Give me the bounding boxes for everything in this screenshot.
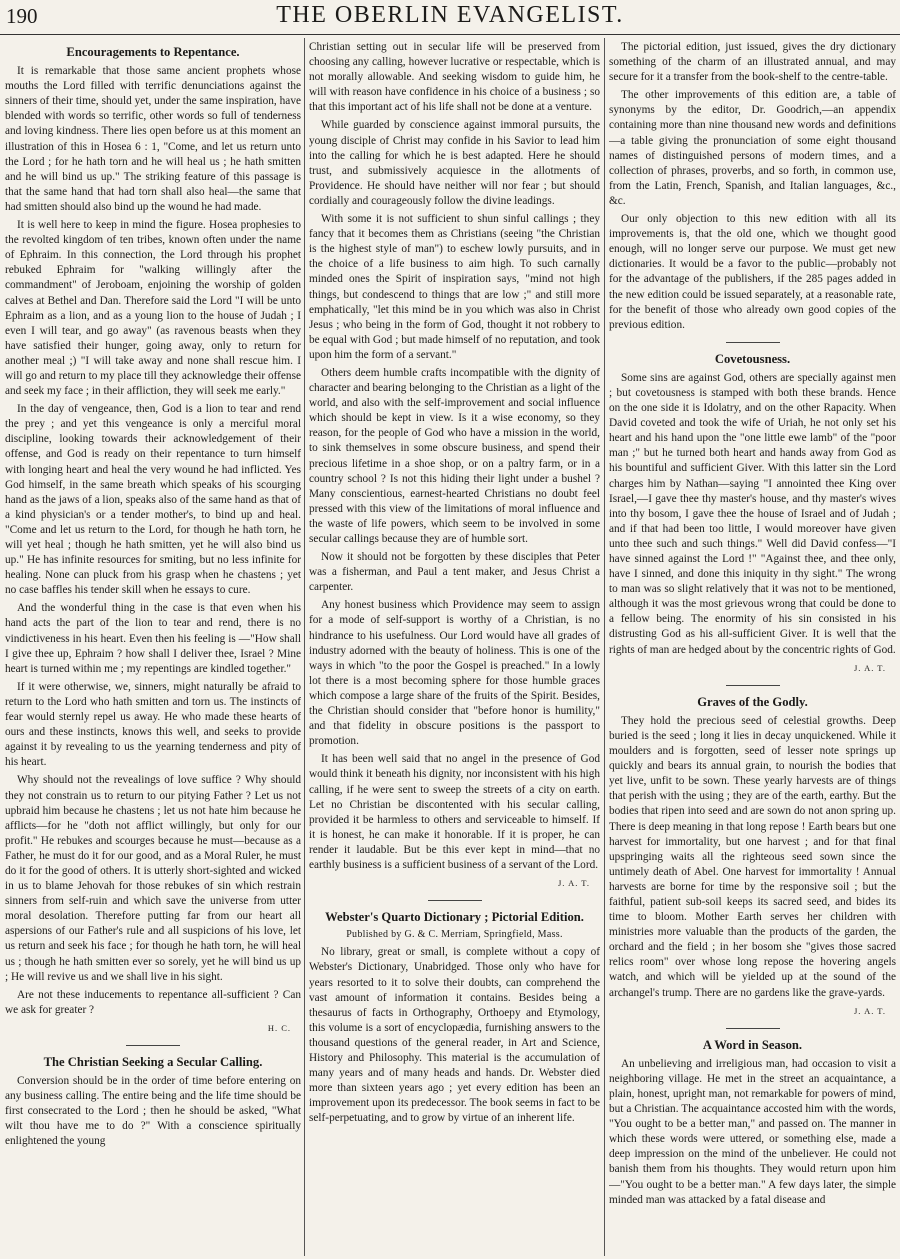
article-paragraph: The pictorial edition, just issued, gives the dry dictionary something of the charm of an illustrated annual, and may secure for it a transfer from the book-shelf to the centre-table. xyxy=(609,41,896,84)
article-title-graves-of-the-godly: Graves of the Godly. xyxy=(697,694,808,709)
article-title-secular-calling: The Christian Seeking a Secular Calling. xyxy=(43,1055,263,1069)
article-paragraph: While guarded by conscience against immoral pursuits, the young disciple of Christ may confide in his Savior to lead him into the calling for which he is best adapted. Here he should trust, and submissively acquiesce in the allotments of Providence. He should have neither will nor fear ; but should cordially and courageously follow the divine leadings. xyxy=(309,119,600,207)
article-paragraph: Others deem humble crafts incompatible with the dignity of character and bearing belonging to the Christian as a light of the world, and also with the self-improvement and social influence which should be kept in view. Is it a wise economy, so they reason, for the people of God who have a mission in the world, to sink themselves in some obscure business, and spend their precious lifetime in a shoe shop, or on a paltry farm, or in a country school ? Is not this hiding their light under a bushel ? Many conscientious, earnest-hearted Christians no doubt feel pressed with this view of the limitations of moral influence and the waste of life powers, which seem to be involved in some secular callings because they are of humble sort. xyxy=(309,366,600,545)
masthead xyxy=(0,0,900,35)
publisher-imprint: Published by G. & C. Merriam, Springfield, Mass. xyxy=(346,929,563,941)
article-paragraph: An unbelieving and irreligious man, had occasion to visit a neighboring village. He met in the street an acquaintance, a plain, honest, upright man, not remarkable for powers of mind, but a Christian. The acquaintance accosted him with the words, "You ought to be a better man," and passed on. The manner in which these words were uttered, or something else, made a deep impression on the mind of the unbeliever. He could not banish them from his thoughts. They would return upon him—"You ought to be a better man." A few days later, the simple minded man was attacked by a fatal disease and xyxy=(609,1057,896,1206)
article-title-webster-dictionary: Webster's Quarto Dictionary ; Pictorial Edition. xyxy=(325,910,584,925)
article-paragraph: It is remarkable that those same ancient prophets whose mouths the Lord filled with terrific denunciations against the sinners of their time, should yet, under the same inspiration, have blended with words so terrific, other words so full of tenderness and loving kindness. There lies open before us at this moment an illustration of this in Hosea 6 : 1, "Come, and let us return unto the Lord ; for he hath torn and he will heal us ; he hath smitten and he will bind us up." The striking feature of this passage is that the same hand that had torn shall also heal—the same that had smitten should also bind up the wound he had made. xyxy=(5,65,301,213)
author-signature: J. A. T. xyxy=(853,662,886,673)
article-paragraph: They hold the precious seed of celestial growths. Deep buried is the seed ; long it lies in decay unquickened. While it moulders and is forgotten, seed of lesser note springs up quickly and bears its annual grain, to nourish the bodies that yet live, unfit to be sown. These yearly harvests are of things that perish with the using ; they are of the earth, earthy. But the bodies that ripen into seed and are sown do not anon spring up. There is deep meaning in that long repose ! Earth bears but one harvest for immortality, but one harvest ; and for that final upspringing waits all the righteous seed sown since the untimely death of Abel. One harvest for immortality ! Annual harvests are borne for time by the responsive soil ; but the faithful, patient sub-soil keeps its sacred seed, and bides its time to bloom. Mother Earth serves her children with ministries more valuable than the products of the garden, the orchard and the field ; in her bosom she "gives those sacred relics room" over whose long repose the hovering angels watch, and which will be yielded up at the sound of the archangel's trump. There are no gardens like the grave-yards. xyxy=(609,714,896,999)
divider xyxy=(726,342,780,343)
article-paragraph: Now it should not be forgotten by these disciples that Peter was a fisherman, and Paul a tent maker, and Jesus Christ a carpenter. xyxy=(309,551,600,594)
column-3 xyxy=(609,40,896,1255)
article-title-encouragements: Encouragements to Repentance. xyxy=(66,45,240,59)
article-paragraph: The other improvements of this edition are, a table of synonyms by the editor, Dr. Goodrich,—an appendix containing more than nine thousand new words and definitions—a table giving the pronunciation of some eight thousand names of distinguished persons of modern times, and a collection of phrases, proverbs, and so forth, in common use, from the Latin, French, Spanish, and Italian languages, &c., &c. xyxy=(609,89,896,207)
article-paragraph: It has been well said that no angel in the presence of God would think it beneath his dignity, nor inconsistent with his high calling, if he were sent to sweep the streets of a city on earth. Let no Christian be discontented with his secular calling, provided it be harmless to others and serviceable to himself. If it is honest, he can make it honorable. If it is proper, he can render it laudable. But be this ever kept in mind—that no earthly business is a sufficient business of a servant of the Lord. xyxy=(309,753,600,871)
author-signature: J. A. T. xyxy=(557,878,590,889)
divider xyxy=(126,1045,180,1046)
article-paragraph: If it were otherwise, we, sinners, might naturally be afraid to return to the Lord who hath smitten and torn us. The instincts of fear would sternly repel us away. He who made these hearts of ours and these instincts, knows this well, and seeks to provide against it by revealing to us the yearning tenderness and pity of his heart. xyxy=(5,680,301,769)
article-paragraph: Why should not the revealings of love suffice ? Why should they not constrain us to return to our pitying Father ? Let us not upbraid him because he chastens ; let us not hate him because he afflicts—for he "doth not afflict willingly, but only for our profit." He rebukes and scourges because he must—because as a Father, he must do it for our good, and as a Moral Ruler, he must do it for the good of others. It is utterly short-sighted and wicked in us to blame Jehovah for those rebukes of sin which restrain sinners from self-ruin and which save the universe from utter moral desolation. Therefore putting far from our heart all aspersions of our Father's rule and all suspicions of his love, let us return and seek his face ; for though he hath torn, he will heal us ; though he hath smitten ever so sorely, yet he will bind us up ; He will revive us and we shall live in his sight. xyxy=(5,774,301,983)
article-paragraph: Our only objection to this new edition with all its improvements is, that the old one, which we thought good enough, will no longer serve our purpose. We must get new dictionaries. It would be a favor to the public—probably not for the advantage of the publishers, if the 285 pages added in the new edition could be issued separately, at a reasonable rate, for the benefit of those who already own good copies of the previous edition. xyxy=(609,213,896,331)
article-title-word-in-season: A Word in Season. xyxy=(702,1037,803,1052)
column-2 xyxy=(309,40,600,1255)
divider xyxy=(428,900,482,901)
article-title-covetousness: Covetousness. xyxy=(714,351,791,366)
divider xyxy=(726,685,780,686)
column-rule xyxy=(304,38,305,1256)
article-paragraph: Conversion should be in the order of time before entering on any business calling. The entire being and the life time should be first consecrated to the Lord ; then he should be asked, "What wilt thou have me to do ?" With a conscience spiritually enlightened the young xyxy=(5,1075,301,1148)
author-signature: J. A. T. xyxy=(853,1005,886,1016)
column-1 xyxy=(5,40,301,1255)
article-paragraph: Any honest business which Providence may seem to assign for a mode of self-support is worthy of a Christian, is no hindrance to his usefulness. Our Lord would have all grades of industry adorned with the beauty of holiness. This is one of the ways in which "to the poor the Gospel is preached." In a lowly lot there is a most becoming sphere for those humble graces which compose a large share of the fruits of the Spirit. Besides, the Christian should consider that "before honor is humility," and that fidelity in obscure positions is the passport to promotion. xyxy=(309,599,600,748)
divider xyxy=(726,1028,780,1029)
article-paragraph: With some it is not sufficient to shun sinful callings ; they fancy that it becomes them as Christians (seeing "the Christian is the highest style of man") to eschew lowly pursuits, and in the choice of a life business to aim high. To such carnally minded ones the Spirit of inspiration says, "mind not high things, but condescend to things that are low ;" and still more emphatically, "let this mind be in you which was also in Christ Jesus ; who being in the form of God, thought it not robbery to be equal with God ; but made himself of no reputation, and took upon him the form of a servant." xyxy=(309,213,600,361)
article-paragraph: Are not these inducements to repentance all-sufficient ? Can we ask for greater ? xyxy=(5,988,301,1016)
page-title: THE OBERLIN EVANGELIST. xyxy=(276,2,624,28)
article-paragraph: And the wonderful thing in the case is that even when his hand acts the part of the lion to tear and rend, there is no vindictiveness in his heart. Even then his feeling is —"How shall I give thee up, Ephraim ? how shall I deliver thee, Israel ? Mine heart is turned within me ; my repentings are kindled together." xyxy=(5,602,301,675)
article-paragraph: Some sins are against God, others are specially against men ; but covetousness is stamped with both these brands. Hence on the one side it is Idolatry, and on the other Rapacity. When David coveted and took the wife of Uriah, he not only set his heart and his hand upon the "one little ewe lamb" of the "poor man ;" but he turned both heart and hands away from God as his bountiful and sufficient Giver. With this latter sin the Lord charges him by Nathan—saying "I annointed thee King over Israel,—I gave thee thy master's house, and thy master's wives into thy bosom, I gave thee the house of Israel and of Judah ; and if that had been too little, I would moreover have given unto thee such and such things." Well did David confess—"I have sinned against the Lord !" "Against thee, and thee only, have I sinned, and done this iniquity in thy sight." The wrong to man was so slight relatively that it was not to be mentioned, although it was the most grievous wrong that could be done to a fellow being. The enormity of his sin consisted in his distrusting God as his all-sufficient Giver. It is well that the rights of man are hedged about by the concentric rights of God. xyxy=(609,371,896,656)
article-paragraph: No library, great or small, is complete without a copy of Webster's Dictionary, Unabridged. Those only who have for years resorted to it to solve their doubts, can comprehend the vast amount of information it contains. Besides being a thesaurus of facts in Orthography, Orthoepy and Etymology, this volume is a sort of encyclopædia, furnishing answers to the thousand questions of the general reader, in Art and Science, History and Philosophy. This material is the accumulation of many years and of many heads and hands. Dr. Webster died more than sixteen years ago ; yet every edition has been an improvement upon its predecessor. The book seems in fact to be self-perpetuating, and to grow by virtue of an inherent life. xyxy=(309,946,600,1125)
article-paragraph: Christian setting out in secular life will be preserved from choosing any calling, however lucrative or respectable, which is not morally allowable. And seeking wisdom to guide him, he will with reason have confidence in his choice of a business ; so that this important act of his life shall not be done at a venture. xyxy=(309,41,600,114)
article-paragraph: It is well here to keep in mind the figure. Hosea prophesies to the revolted kingdom of ten tribes, known often under the name of Ephraim. In this connection, the Lord through his prophet rebuked Ephraim for "walking willingly after the commandment" of Jeroboam, enjoining the worship of golden calves at Bethel and Dan. Therefore said the Lord "I will be unto Ephraim as a lion, and as a young lion to the house of Judah ; I even I will tear, and go away" (as ravenous beasts when they have satisfied their hunger, going away, only to return for another meal ;) "I will take away and none shall rescue him. I will go and return to my place till they acknowledge their offense and seek my face ; in their affliction, they will seek me early." xyxy=(5,219,301,398)
column-rule xyxy=(604,38,605,1256)
article-paragraph: In the day of vengeance, then, God is a lion to tear and rend the prey ; and yet this vengeance is only a merciful moral discipline, looking towards their acknowledgement of their offense, and God is ready on their repentance to turn himself with longing heart and heal the very wound he had inflicted. Yes God himself, in the same breath which speaks of his scourging hand as the jaws of a lion, speaks also of the same hand as that of a kind physician's or a tender mother's, to bind up and heal. "Come and let us return to the Lord, for though he hath torn, he will yet heal ; though he hath smitten, yet he will also bind us up." He has infinite resources for smiting, but no less infinite for healing. None can pluck from his grasp when he chastens ; yet no case baffles his tender skill when he essays to cure. xyxy=(5,403,301,597)
page-number: 190 xyxy=(6,4,38,28)
author-signature: H. C. xyxy=(267,1022,291,1033)
